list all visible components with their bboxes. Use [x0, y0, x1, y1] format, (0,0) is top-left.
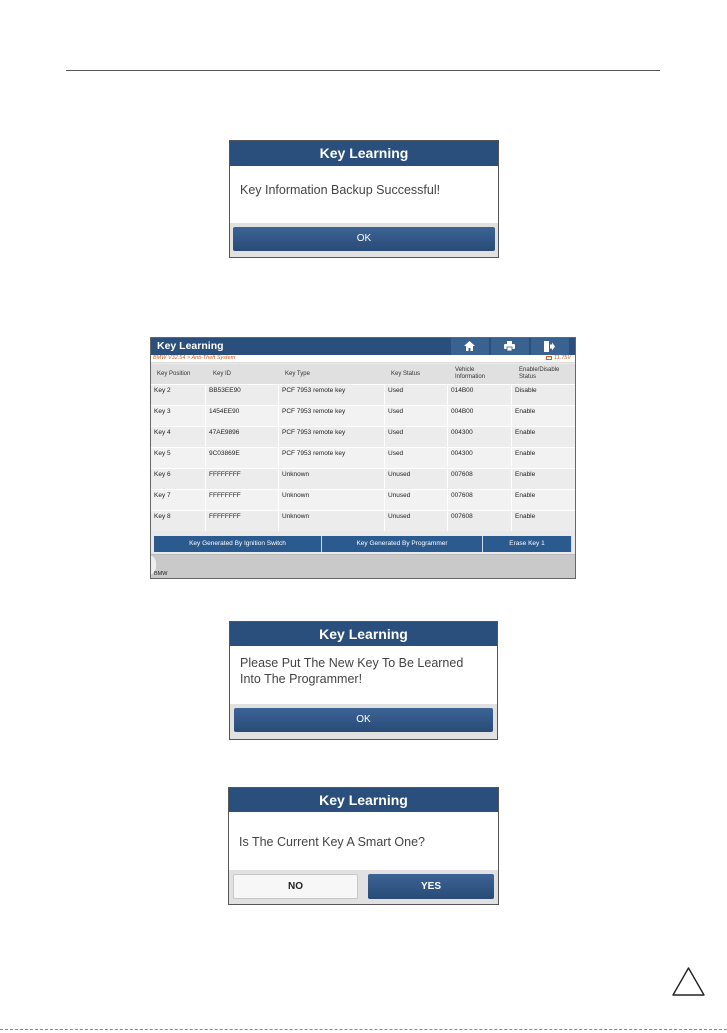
table-cell: PCF 7953 remote key [279, 385, 385, 405]
table-cell: FFFFFFFF [206, 469, 279, 489]
voltage-value: 11.75V [553, 355, 571, 361]
table-cell: Enable [512, 427, 576, 447]
yes-button[interactable]: YES [368, 874, 494, 899]
battery-icon [546, 356, 552, 360]
table-cell: 014B00 [448, 385, 512, 405]
table-cell: Enable [512, 448, 576, 468]
dialog-footer [230, 223, 498, 257]
home-icon [464, 341, 475, 351]
dialog-message: Is The Current Key A Smart One? [239, 835, 425, 849]
table-cell: Unknown [279, 490, 385, 510]
table-row[interactable] [151, 489, 576, 510]
table-cell: Used [385, 406, 448, 426]
table-cell: FFFFFFFF [206, 511, 279, 531]
column-header: Vehicle Information [455, 367, 486, 380]
dialog-footer [230, 704, 497, 739]
table-cell: Unknown [279, 511, 385, 531]
dialog-title: Key Learning [230, 622, 497, 646]
vehicle-brand: BMW [154, 571, 168, 577]
column-header: Key Status [391, 371, 421, 377]
smart-key-dialog [228, 787, 499, 905]
table-cell: 007608 [448, 469, 512, 489]
table-cell: 47AE9896 [206, 427, 279, 447]
table-cell: Enable [512, 490, 576, 510]
table-cell: 004B00 [448, 406, 512, 426]
column-header: Enable/Disable Status [519, 367, 560, 380]
table-body [151, 384, 576, 531]
no-button[interactable]: NO [233, 874, 358, 899]
backup-success-dialog [229, 140, 499, 258]
table-cell: PCF 7953 remote key [279, 406, 385, 426]
exit-icon [544, 341, 555, 352]
table-row[interactable] [151, 468, 576, 489]
column-header: Key Type [285, 371, 310, 377]
table-cell: Key 5 [151, 448, 206, 468]
column-header: Key Position [157, 371, 191, 377]
screen-header [151, 338, 575, 355]
ok-button[interactable]: OK [233, 227, 495, 251]
screen-footer [151, 554, 575, 578]
table-row[interactable] [151, 510, 576, 531]
table-cell: Key 4 [151, 427, 206, 447]
table-header [151, 364, 576, 384]
dialog-title: Key Learning [229, 788, 498, 812]
table-cell: 007608 [448, 511, 512, 531]
exit-button[interactable] [531, 338, 569, 355]
table-cell: Unused [385, 490, 448, 510]
table-cell: BB53EE90 [206, 385, 279, 405]
table-cell: 004300 [448, 427, 512, 447]
dialog-footer [229, 870, 498, 904]
key-learning-screen [150, 337, 576, 579]
table-cell: Used [385, 385, 448, 405]
table-row[interactable] [151, 405, 576, 426]
table-cell: Key 7 [151, 490, 206, 510]
page-badge-icon [671, 966, 706, 998]
table-row[interactable] [151, 384, 576, 405]
table-cell: Key 2 [151, 385, 206, 405]
table-row[interactable] [151, 426, 576, 447]
table-cell: FFFFFFFF [206, 490, 279, 510]
table-cell: 004300 [448, 448, 512, 468]
table-cell: 9C03869E [206, 448, 279, 468]
dialog-message: Key Information Backup Successful! [240, 183, 441, 197]
table-cell: Unknown [279, 469, 385, 489]
table-cell: Key 6 [151, 469, 206, 489]
ok-button[interactable]: OK [234, 708, 493, 732]
table-row[interactable] [151, 447, 576, 468]
breadcrumb-bar [151, 355, 575, 363]
table-cell: Used [385, 427, 448, 447]
put-key-dialog [229, 621, 498, 740]
table-cell: Key 8 [151, 511, 206, 531]
key-table [151, 364, 576, 531]
table-cell: Enable [512, 511, 576, 531]
column-header: Key ID [213, 371, 232, 377]
table-cell: PCF 7953 remote key [279, 427, 385, 447]
erase-key-button[interactable]: Erase Key 1 [483, 536, 572, 552]
dialog-message: Please Put The New Key To Be Learned Into The Programmer! [240, 656, 464, 686]
ignition-key-button[interactable]: Key Generated By Ignition Switch [154, 536, 322, 552]
table-cell: Unused [385, 511, 448, 531]
table-cell: 1454EE90 [206, 406, 279, 426]
breadcrumb: BMW V32.54 > Anti-Theft System [153, 355, 236, 361]
top-divider [66, 70, 660, 71]
home-button[interactable] [451, 338, 489, 355]
table-cell: PCF 7953 remote key [279, 448, 385, 468]
action-bar [151, 536, 575, 554]
programmer-key-button[interactable]: Key Generated By Programmer [322, 536, 483, 552]
table-cell: Key 3 [151, 406, 206, 426]
screen-title: Key Learning [157, 340, 224, 352]
table-cell: Used [385, 448, 448, 468]
bottom-divider [0, 1029, 727, 1030]
table-cell: Disable [512, 385, 576, 405]
battery-voltage [546, 355, 571, 361]
print-icon [504, 341, 515, 351]
table-cell: Enable [512, 406, 576, 426]
dialog-title: Key Learning [230, 141, 498, 166]
table-cell: Unused [385, 469, 448, 489]
table-cell: Enable [512, 469, 576, 489]
print-button[interactable] [491, 338, 529, 355]
table-cell: 007608 [448, 490, 512, 510]
